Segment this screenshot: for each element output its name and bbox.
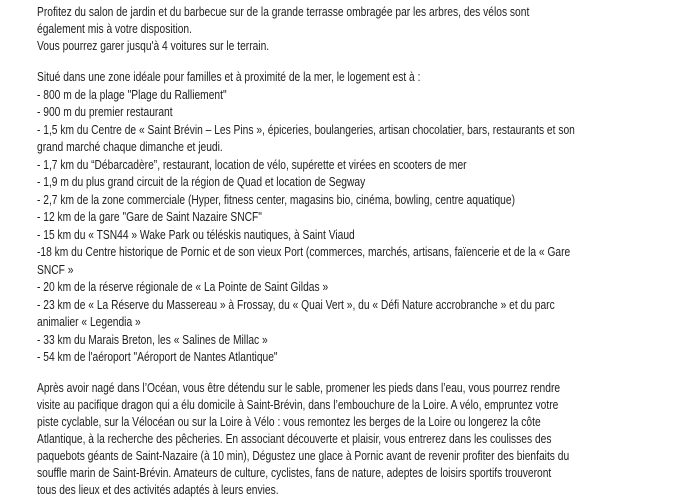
text-block — [37, 4, 700, 499]
location-list-paragraph — [37, 69, 700, 367]
list-item-line: - 54 km de l'aéroport "Aéroport de Nantes Atlantique" — [37, 350, 278, 364]
text-line: visite au pacifique dragon qui a élu domicile à Saint-Brévin, dans l’embouchure de la Loire. A vélo, empruntez votre — [37, 397, 559, 412]
text-line: Profitez du salon de jardin et du barbecue sur de la grande terrasse ombragée par les arbres, des vélos sont — [37, 5, 530, 19]
text-line: paquebots géants de Saint-Nazaire (à 10 min), Dégustez une glace à Pornic avant de revenir profiter des bienfaits du — [37, 448, 570, 463]
text-line: souffle marin de Saint-Brévin. Amateurs de culture, cyclistes, fans de nature, adeptes de loisirs sportifs trouveront — [37, 465, 552, 480]
list-item-line: - 23 km de « La Réserve du Massereau » à Frossay, du « Quai Vert », du « Défi Nature accrobranche » et du parc — [37, 297, 555, 312]
intro-paragraph — [37, 4, 700, 55]
list-item-line: - 15 km du « TSN44 » Wake Park ou téléskis nautiques, à Saint Viaud — [37, 227, 355, 242]
list-item-line: - 800 m de la plage "Plage du Ralliement" — [37, 87, 227, 102]
text-line: Vous pourrez garer jusqu'à 4 voitures sur le terrain. — [37, 39, 270, 53]
list-item-line: grand marché chaque dimanche et jeudi. — [37, 140, 223, 154]
list-item-line: - 1,5 km du Centre de « Saint Brévin – Les Pins », épiceries, boulangeries, artisan chocolatier, bars, restaurants et son — [37, 122, 575, 137]
text-line: Après avoir nagé dans l’Océan, vous être détendu sur le sable, promener les pieds dans l’eau, vous pourrez rendre — [37, 380, 561, 395]
list-item-line: - 900 m du premier restaurant — [37, 105, 173, 119]
list-item-line: - 33 km du Marais Breton, les « Salines de Millac » — [37, 332, 268, 347]
list-item-line: animalier « Legendia » — [37, 315, 141, 329]
list-item-line: - 20 km de la réserve régionale de « La Pointe de Saint Gildas » — [37, 280, 329, 294]
text-line: tous des lieux et des activités adaptés à leurs envies. — [37, 482, 279, 497]
text-line: également mis à votre disposition. — [37, 22, 192, 36]
closing-paragraph — [37, 380, 700, 499]
text-line: Situé dans une zone idéale pour familles et à proximité de la mer, le logement est à : — [37, 70, 421, 84]
list-item-line: - 12 km de la gare "Gare de Saint Nazaire SNCF" — [37, 210, 262, 224]
list-item-line: SNCF » — [37, 262, 74, 277]
text-line: Atlantique, à la recherche des pêcheries. En associant découverte et plaisir, vous entrerez dans les coulisses des — [37, 431, 552, 446]
text-line: piste cyclable, sur la Vélocéan ou sur la Loire à Vélo : vous remontez les berges de la Loire ou longerez la côte — [37, 414, 541, 429]
list-item-line: - 1,9 m du plus grand circuit de la région de Quad et location de Segway — [37, 175, 366, 189]
list-item-line: -18 km du Centre historique de Pornic et de son vieux Port (commerces, marchés, artisans, faïencerie et de la « Gare — [37, 245, 571, 259]
list-item-line: - 1,7 km du “Débarcadère”, restaurant, location de vélo, supérette et virées en scooters de mer — [37, 157, 467, 172]
list-item-line: - 2,7 km de la zone commerciale (Hyper, fitness center, magasins bio, cinéma, bowling, centre aquatique) — [37, 192, 516, 207]
